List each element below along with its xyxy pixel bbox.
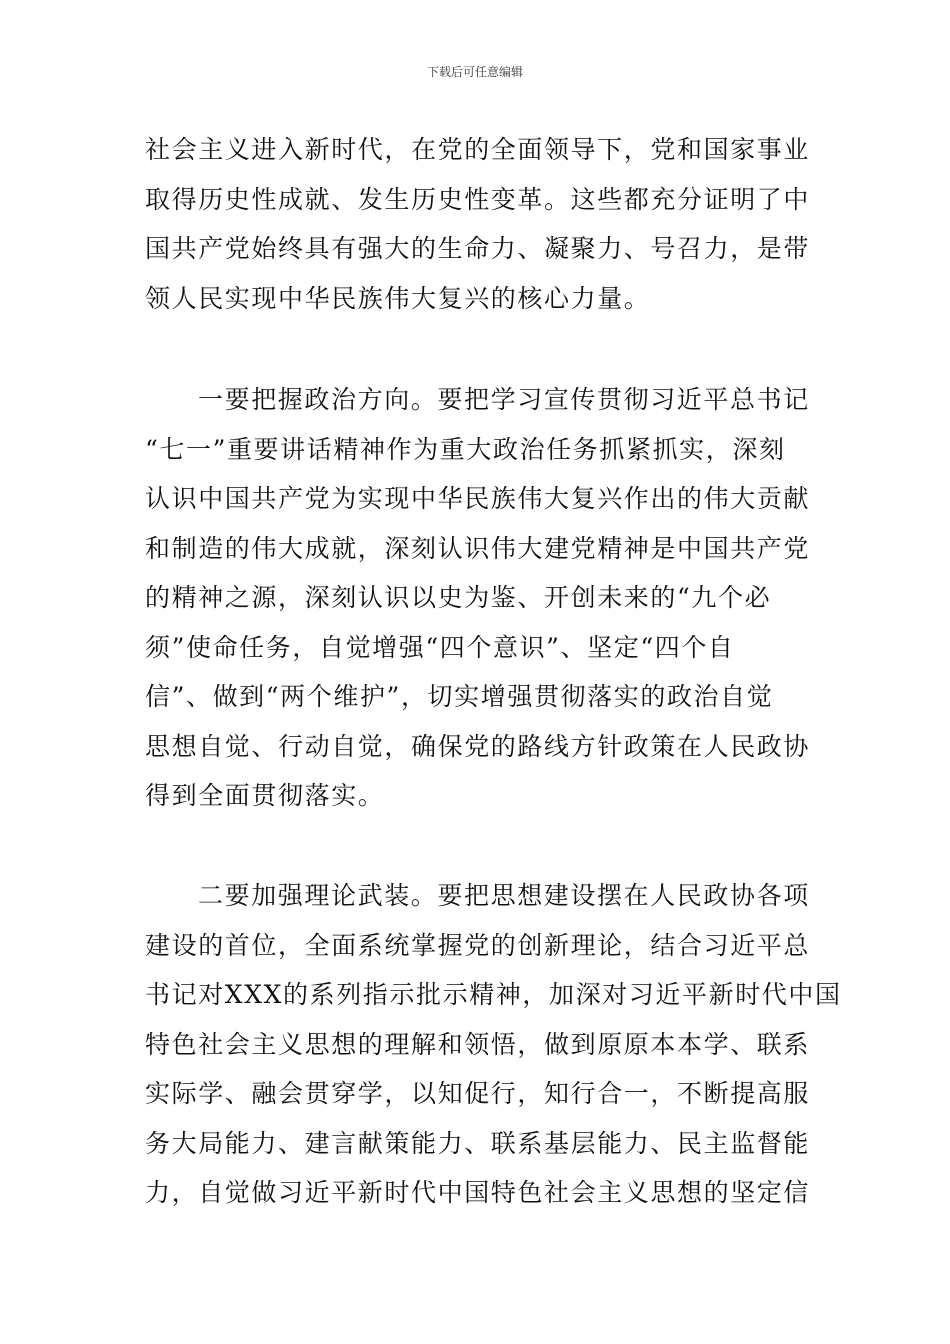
text-line: 实际学、融会贯穿学，以知促行，知行合一，不断提高服 bbox=[145, 1079, 811, 1108]
text-line: 得到全面贯彻落实。 bbox=[145, 781, 385, 810]
text-line: 书记对XXX的系列指示批示精神，加深对习近平新时代中国 bbox=[145, 980, 842, 1009]
text-line: 国共产党始终具有强大的生命力、凝聚力、号召力，是带 bbox=[145, 234, 811, 263]
paragraph-1 bbox=[145, 125, 810, 323]
text-line: 须”使命任务，自觉增强“四个意识”、坚定“四个自 bbox=[145, 632, 735, 662]
paragraph-3 bbox=[145, 871, 842, 1218]
text-line-first bbox=[145, 871, 810, 921]
text-line: 认识中国共产党为实现中华民族伟大复兴作出的伟大贡献 bbox=[145, 484, 811, 513]
text-line: 力，自觉做习近平新时代中国特色社会主义思想的坚定信 bbox=[145, 1178, 811, 1207]
text-line: 社会主义进入新时代，在党的全面领导下，党和国家事业 bbox=[145, 135, 811, 164]
text-line: 特色社会主义思想的理解和领悟，做到原原本本学、联系 bbox=[145, 1029, 811, 1059]
text-line: 建设的首位，全面系统掌握党的创新理论，结合习近平总 bbox=[145, 930, 811, 960]
text-line-content: 一要把握政治方向。要把学习宣传贯彻习近平总书记 bbox=[198, 385, 810, 414]
text-line: 思想自觉、行动自觉，确保党的路线方针政策在人民政协 bbox=[145, 731, 811, 761]
text-line-content: 二要加强理论武装。要把思想建设摆在人民政协各项 bbox=[198, 881, 810, 910]
page-header-note: 下载后可任意编辑 bbox=[426, 65, 523, 79]
paragraph-2 bbox=[145, 375, 810, 821]
text-line: 务大局能力、建言献策能力、联系基层能力、民主监督能 bbox=[145, 1128, 811, 1158]
text-line: 和制造的伟大成就，深刻认识伟大建党精神是中国共产党 bbox=[145, 533, 811, 563]
text-line: 信”、做到“两个维护”，切实增强贯彻落实的政治自觉 bbox=[145, 682, 774, 711]
text-line: 取得历史性成就、发生历史性变革。这些都充分证明了中 bbox=[145, 184, 811, 214]
text-line: 领人民实现中华民族伟大复兴的核心力量。 bbox=[145, 283, 651, 313]
text-line: “七一”重要讲话精神作为重大政治任务抓紧抓实，深刻 bbox=[145, 434, 786, 464]
text-line-first bbox=[145, 375, 810, 425]
text-line: 的精神之源，深刻认识以史为鉴、开创未来的“九个必 bbox=[145, 583, 772, 612]
